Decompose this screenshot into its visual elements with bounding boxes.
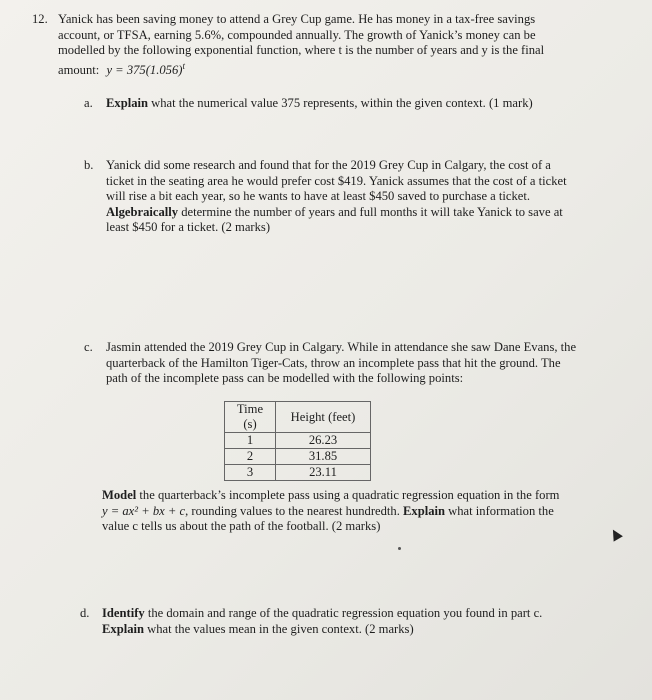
table-cell: 26.23: [276, 433, 371, 449]
part-d-line-1-rest: the domain and range of the quadratic regression equation you found in part c.: [144, 606, 543, 620]
part-d-text: [102, 606, 632, 637]
mouse-cursor-icon: ▲: [606, 524, 625, 544]
model-bold: Model: [102, 488, 137, 502]
growth-formula: y = 375(1.056): [106, 62, 183, 77]
quadratic-equation: y = ax² + bx + c: [102, 503, 186, 518]
part-b-line-4: [106, 205, 626, 221]
part-a-label: a.: [84, 96, 93, 110]
explain-bold: Explain: [403, 503, 446, 518]
question-number: 12.: [32, 12, 48, 26]
part-d-line-1: [102, 606, 632, 622]
table-cell: 3: [225, 465, 276, 481]
part-d-line-2: [102, 622, 632, 638]
table-cell: 2: [225, 449, 276, 465]
table-row: [225, 465, 371, 481]
identify-bold: Identify: [102, 606, 145, 620]
table-cell: 31.85: [276, 449, 371, 465]
part-b-line-2: ticket in the seating area he would prefer cost $419. Yanick assumes that the cost of a ticket: [106, 173, 567, 188]
part-b-line-1: Yanick did some research and found that for the 2019 Grey Cup in Calgary, the cost of a: [106, 158, 551, 172]
model-line-3: value c tells us about the path of the football. (2 marks): [102, 519, 381, 533]
model-line-1: [102, 488, 622, 504]
model-line-2-rest: , rounding values to the nearest hundredth.: [185, 503, 404, 518]
table-cell: 1: [225, 433, 276, 449]
model-line-2: [102, 504, 622, 520]
model-line-2-end: what information the: [445, 503, 554, 518]
part-b-line-4-rest: determine the number of years and full months it will take Yanick to save at: [178, 204, 563, 219]
stray-mark: [398, 547, 401, 550]
part-d-line-2-rest: what the values mean in the given context. (2 marks): [144, 621, 414, 636]
table-cell: 23.11: [276, 465, 371, 481]
table-row: [225, 449, 371, 465]
part-a-text: [106, 96, 616, 112]
question-intro: [58, 12, 618, 78]
part-c-line-1: Jasmin attended the 2019 Grey Cup in Calgary. While in attendance she saw Dane Evans, the: [106, 340, 577, 354]
amount-line: [58, 59, 618, 79]
part-a-bold: Explain: [106, 96, 148, 110]
table-header-height: Height (feet): [276, 402, 371, 433]
model-line-1-rest: the quarterback’s incomplete pass using a quadratic regression equation in the form: [136, 488, 560, 502]
data-table: [224, 401, 371, 481]
part-b-label: b.: [84, 158, 94, 172]
part-c-line-3: path of the incomplete pass can be modelled with the following points:: [106, 371, 464, 385]
intro-line-1: Yanick has been saving money to attend a Grey Cup game. He has money in a tax-free savings: [58, 12, 536, 26]
part-d-explain-bold: Explain: [102, 621, 144, 636]
intro-line-3: modelled by the following exponential function, where t is the number of years and y is the final: [58, 43, 545, 57]
part-c-text: [106, 340, 626, 387]
part-b-bold: Algebraically: [106, 204, 179, 219]
part-c-line-2: quarterback of the Hamilton Tiger-Cats, throw an incomplete pass that hit the ground. The: [106, 355, 561, 370]
table-row: [225, 433, 371, 449]
table-header-row: [225, 402, 371, 433]
table-header-time: Time (s): [225, 402, 276, 433]
part-a-rest: what the numerical value 375 represents, within the given context. (1 mark): [148, 96, 533, 110]
part-c-model-text: [102, 488, 622, 535]
part-c-label: c.: [84, 340, 93, 354]
part-d-label: d.: [80, 606, 90, 620]
intro-line-2: account, or TFSA, earning 5.6%, compounded annually. The growth of Yanick’s money can be: [58, 27, 536, 42]
part-b-line-5: least $450 for a ticket. (2 marks): [106, 220, 271, 234]
part-b-text: [106, 158, 626, 236]
part-b-line-3: will rise a bit each year, so he wants to have at least $450 saved to purchase a ticket.: [106, 189, 531, 203]
formula-exponent: t: [182, 60, 185, 71]
amount-label: amount:: [58, 62, 100, 77]
